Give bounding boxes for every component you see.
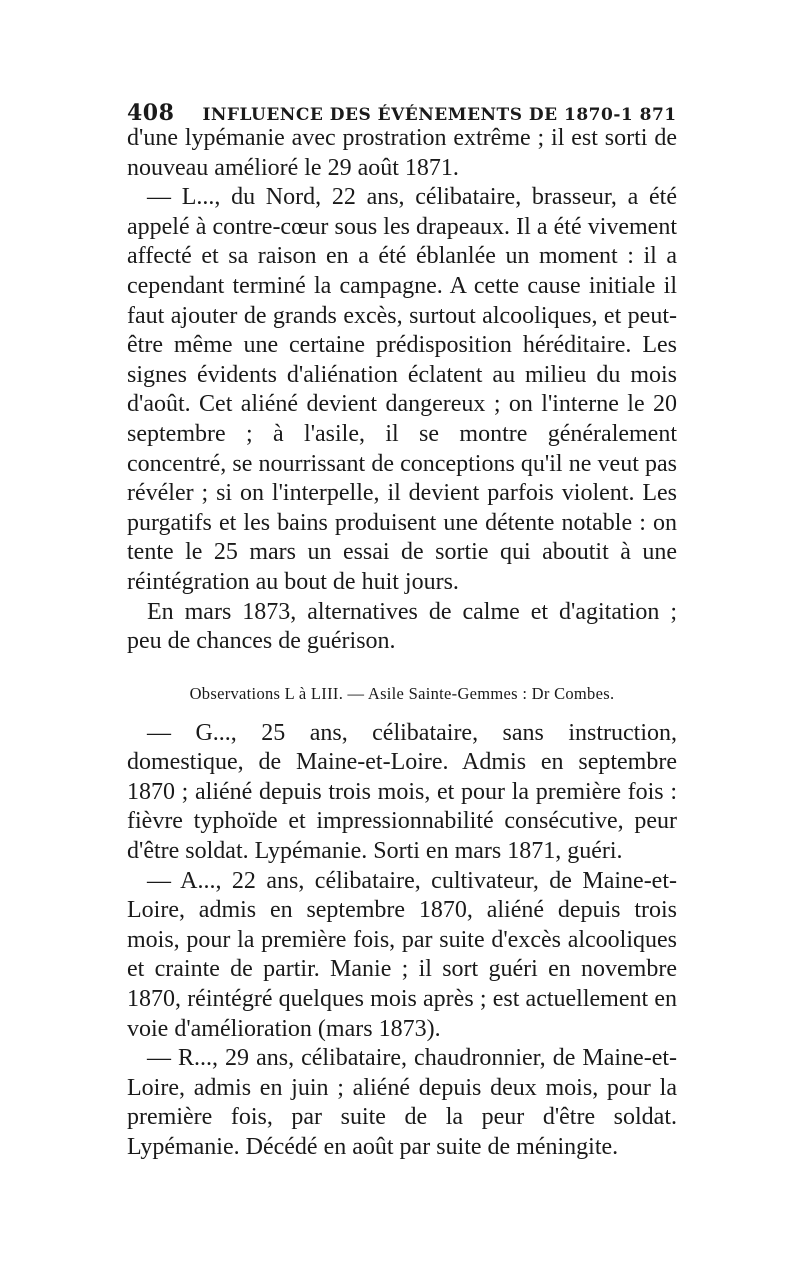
paragraph-march-1873: En mars 1873, alternatives de calme et d'agitation ; peu de chances de guérison. xyxy=(127,598,677,655)
paragraph-continuation: d'une lypémanie avec prostration extrême ; il est sorti de nouveau amélioré le 29 août 1871. xyxy=(127,125,677,181)
running-header xyxy=(127,100,687,126)
observations-heading: Observations L à LIII. — Asile Sainte-Gemmes : Dr Combes. xyxy=(189,683,615,703)
observation-A: — A..., 22 ans, célibataire, cultivateur, de Maine-et-Loire, admis en septembre 1870, aliéné depuis trois mois, pour la première fois, par suite d'excès alcooliques et crainte de partir. Manie ; il sort guéri en novembre 1870, réintégré quelques mois après ; est actuellement en voie d'amélioration (mars 1873). xyxy=(127,867,677,1042)
observation-G: — G..., 25 ans, célibataire, sans instruction, domestique, de Maine-et-Loire. Admis en septembre 1870 ; aliéné depuis trois mois, et pour la première fois : fièvre typhoïde et impressionnabilité consécutive, peur d'être soldat. Lypémanie. Sorti en mars 1871, guéri. xyxy=(127,719,677,865)
running-title: INFLUENCE DES ÉVÉNEMENTS DE 1870-1 871 xyxy=(202,105,677,125)
paragraph-case-L: — L..., du Nord, 22 ans, célibataire, brasseur, a été appelé à contre-cœur sous les drapeaux. Il a été vivement affecté et sa raison en a été éblanlée un moment : il a cependant terminé la campagne. A cette cause initiale il faut ajouter de grands excès, surtout alcooliques, et peut-être même une certaine prédisposition héréditaire. Les signes évidents d'aliénation éclatent au milieu du mois d'août. Cet aliéné devient dangereux ; on l'interne le 20 septembre ; à l'asile, il se montre généralement concentré, se nourrissant de conceptions qu'il ne veut pas révéler ; si on l'interpelle, il devient parfois violent. Les purgatifs et les bains produisent une détente notable : on tente le 25 mars un essai de sortie qui aboutit à une réintégration au bout de huit jours. xyxy=(127,184,677,595)
observation-R: — R..., 29 ans, célibataire, chaudronnier, de Maine-et-Loire, admis en juin ; aliéné depuis deux mois, pour la première fois, par suite de la peur d'être soldat. Lypémanie. Décédé en août par suite de méningite. xyxy=(127,1045,677,1160)
body-text xyxy=(127,124,677,1163)
page-number: 408 xyxy=(127,100,175,126)
